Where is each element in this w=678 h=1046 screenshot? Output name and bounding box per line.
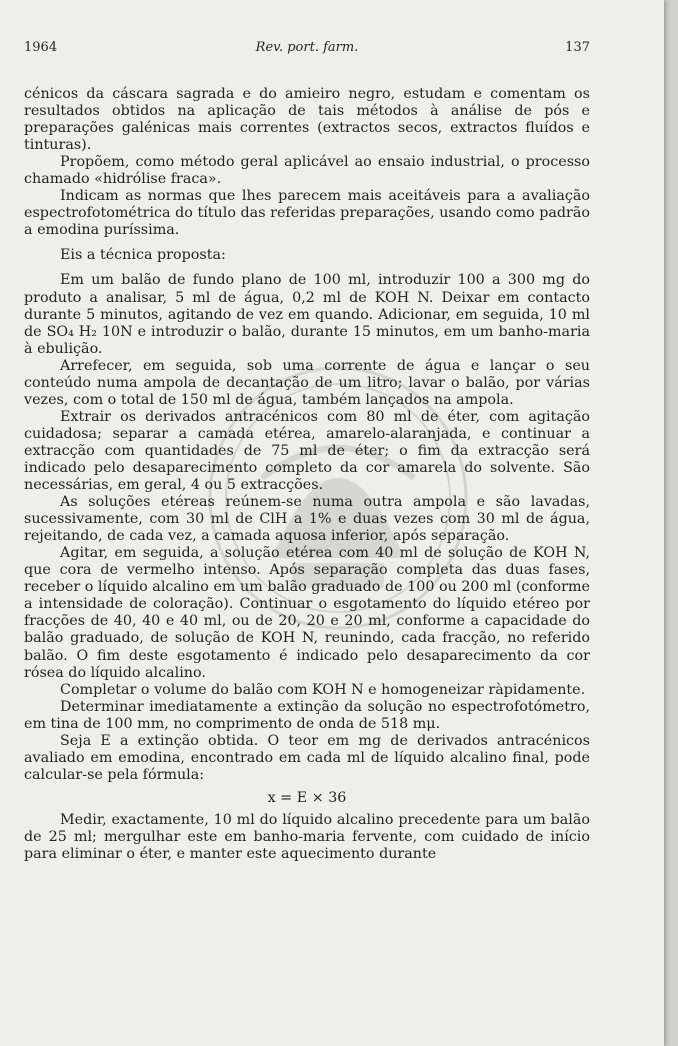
paragraph-2: Propõem, como método geral aplicável ao ensaio industrial, o processo chamado «hidrólise fraca». — [24, 154, 590, 188]
paragraph-5: Em um balão de fundo plano de 100 ml, introduzir 100 a 300 mg do produto a analisar, 5 ml de água, 0,2 ml de KOH N. Deixar em contacto durante 5 minutos, agitando de vez em quando. Adicionar, em seguida, 10 ml de SO₄ H₂ 10N e introduzir o balão, durante 15 minutos, em um banho-maria à ebulição. — [24, 272, 590, 357]
paragraph-7: Extrair os derivados antracénicos com 80 ml de éter, com agitação cuidadosa; separar a camada etérea, amarelo-alaranjada, e continuar a extracção com quantidades de 75 ml de éter; o fim da extracção será indicado pelo desaparecimento completo da cor amarela do solvente. São necessárias, em geral, 4 ou 5 extracções. — [24, 408, 590, 494]
paragraph-13: Medir, exactamente, 10 ml do líquido alcalino precedente para um balão de 25 ml; mergulhar este em banho-maria fervente, com cuidado de início para eliminar o éter, e manter este aquecimento durante — [24, 811, 590, 863]
formula: x = E × 36 — [267, 789, 347, 806]
paragraph-6: Arrefecer, em seguida, sob uma corrente de água e lançar o seu conteúdo numa ampola de decantação de um litro; lavar o balão, por várias vezes, com o total de 150 ml de água, também lançados na ampola. — [24, 357, 590, 408]
paragraph-4: Eis a técnica proposta: — [60, 247, 226, 264]
paragraph-11: Determinar imediatamente a extinção da solução no espectrofotómetro, em tina de 100 mm, no comprimento de onda de 518 mμ. — [24, 698, 590, 732]
header-year: 1964 — [24, 40, 58, 55]
paragraph-12: Seja E a extinção obtida. O teor em mg de derivados antracénicos avaliado em emodina, encontrado em cada ml de líquido alcalino final, pode calcular-se pela fórmula: — [24, 732, 590, 783]
paragraph-10: Completar o volume do balão com KOH N e homogeneizar ràpidamente. — [60, 681, 586, 698]
header-journal-title: Rev. port. farm. — [255, 40, 359, 55]
paragraph-3: Indicam as normas que lhes parecem mais aceitáveis para a avaliação espectrofotométrica do título das referidas preparações, usando como padrão a emodina puríssima. — [24, 188, 590, 239]
paragraph-8: As soluções etéreas reúnem-se numa outra ampola e são lavadas, sucessivamente, com 30 ml de ClH a 1% e duas vezes com 30 ml de água, rejeitando, de cada vez, a camada aquosa inferior, após separação. — [24, 494, 590, 545]
article-body — [24, 86, 590, 863]
paragraph-1: cénicos da cáscara sagrada e do amieiro negro, estudam e comentam os resultados obtidos na aplicação de tais métodos à análise de pós e preparações galénicas mais correntes (extractos secos, extractos fluídos e tinturas). — [24, 86, 590, 154]
running-header — [24, 40, 590, 60]
header-page-number: 137 — [565, 40, 590, 55]
paragraph-9: Agitar, em seguida, a solução etérea com 40 ml de solução de KOH N, que cora de vermelho intenso. Após separação completa das duas fases, receber o líquido alcalino em um balão graduado de 100 ou 200 ml (conforme a intensidade de coloração). Continuar o esgotamento do líquido etéreo por fracções de 40, 40 e 40 ml, ou de 20, 20 e 20 ml, conforme a capacidade do balão graduado, de solução de KOH N, reunindo, cada fracção, no referido balão. O fim deste esgotamento é indicado pelo desaparecimento da cor rósea do líquido alcalino. — [24, 545, 590, 681]
